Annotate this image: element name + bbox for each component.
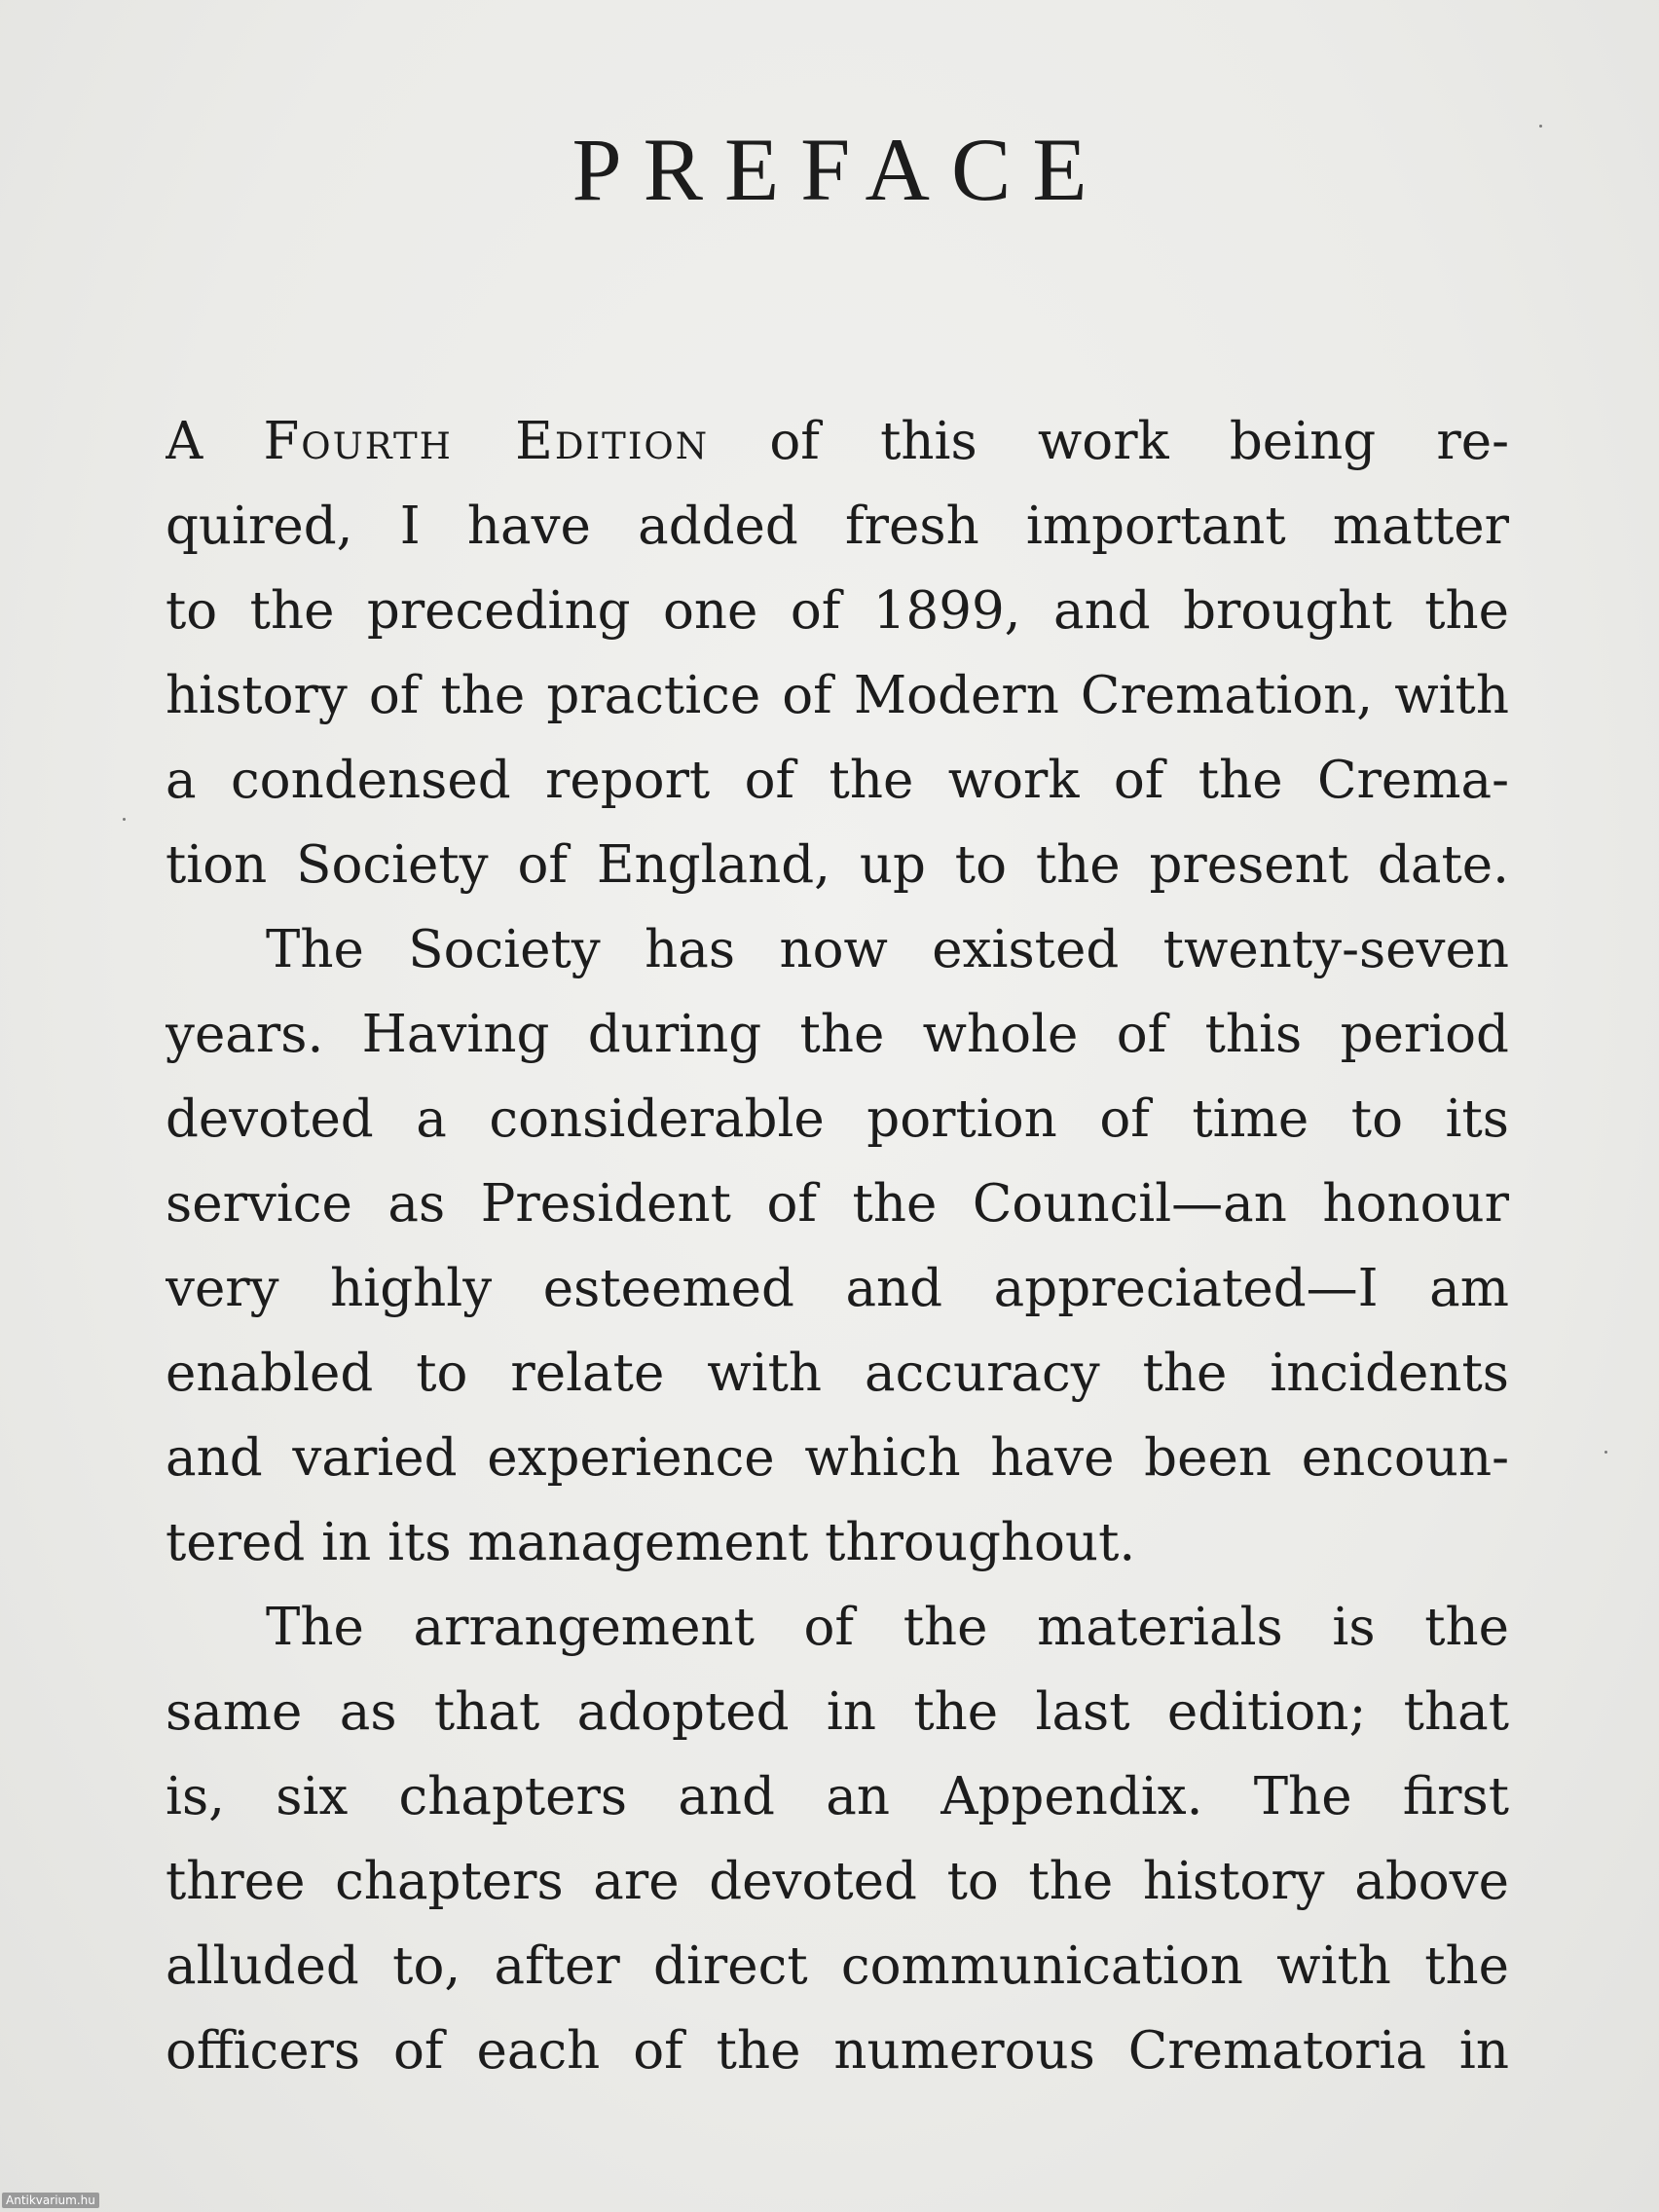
text-line: tered in its management throughout. <box>166 1513 1136 1572</box>
text-line: tion Society of England, up to the present date. <box>166 835 1509 895</box>
text-line: three chapters are devoted to the history above <box>166 1852 1509 1911</box>
text-line: The Society has now existed twenty-seven <box>266 920 1509 979</box>
text-line: same as that adopted in the last edition; that <box>166 1682 1509 1742</box>
text-line: very highly esteemed and appreciated—I am <box>166 1259 1509 1318</box>
text-line: and varied experience which have been encoun- <box>166 1428 1509 1488</box>
text-line <box>166 399 1509 484</box>
line-lead: A <box>166 412 264 471</box>
paper-speck <box>1539 125 1542 128</box>
paper-speck <box>1604 1451 1607 1454</box>
paper-speck <box>123 818 126 821</box>
text-line: history of the practice of Modern Cremation, with <box>166 666 1509 725</box>
text-line: devoted a considerable portion of time to its <box>166 1089 1509 1149</box>
text-line: alluded to, after direct communication with the <box>166 1936 1509 1996</box>
text-line: to the preceding one of 1899, and brought the <box>166 581 1509 641</box>
text-line: quired, I have added fresh important matter <box>166 497 1509 556</box>
watermark-label: Antikvarium.hu <box>2 2193 99 2208</box>
text-line: a condensed report of the work of the Crema- <box>166 751 1509 810</box>
small-caps-phrase: Fourth Edition <box>263 412 710 471</box>
text-line: officers of each of the numerous Crematoria in <box>166 2021 1509 2081</box>
text-line: enabled to relate with accuracy the incidents <box>166 1344 1509 1403</box>
text-line: service as President of the Council—an honour <box>166 1174 1509 1234</box>
text-line: is, six chapters and an Appendix. The first <box>166 1767 1509 1826</box>
line-rest: of this work being re- <box>709 412 1509 471</box>
page-title: PREFACE <box>571 120 1109 219</box>
preface-body <box>166 399 1509 2093</box>
text-line: The arrangement of the materials is the <box>266 1598 1509 1657</box>
text-line: years. Having during the whole of this period <box>166 1005 1509 1064</box>
